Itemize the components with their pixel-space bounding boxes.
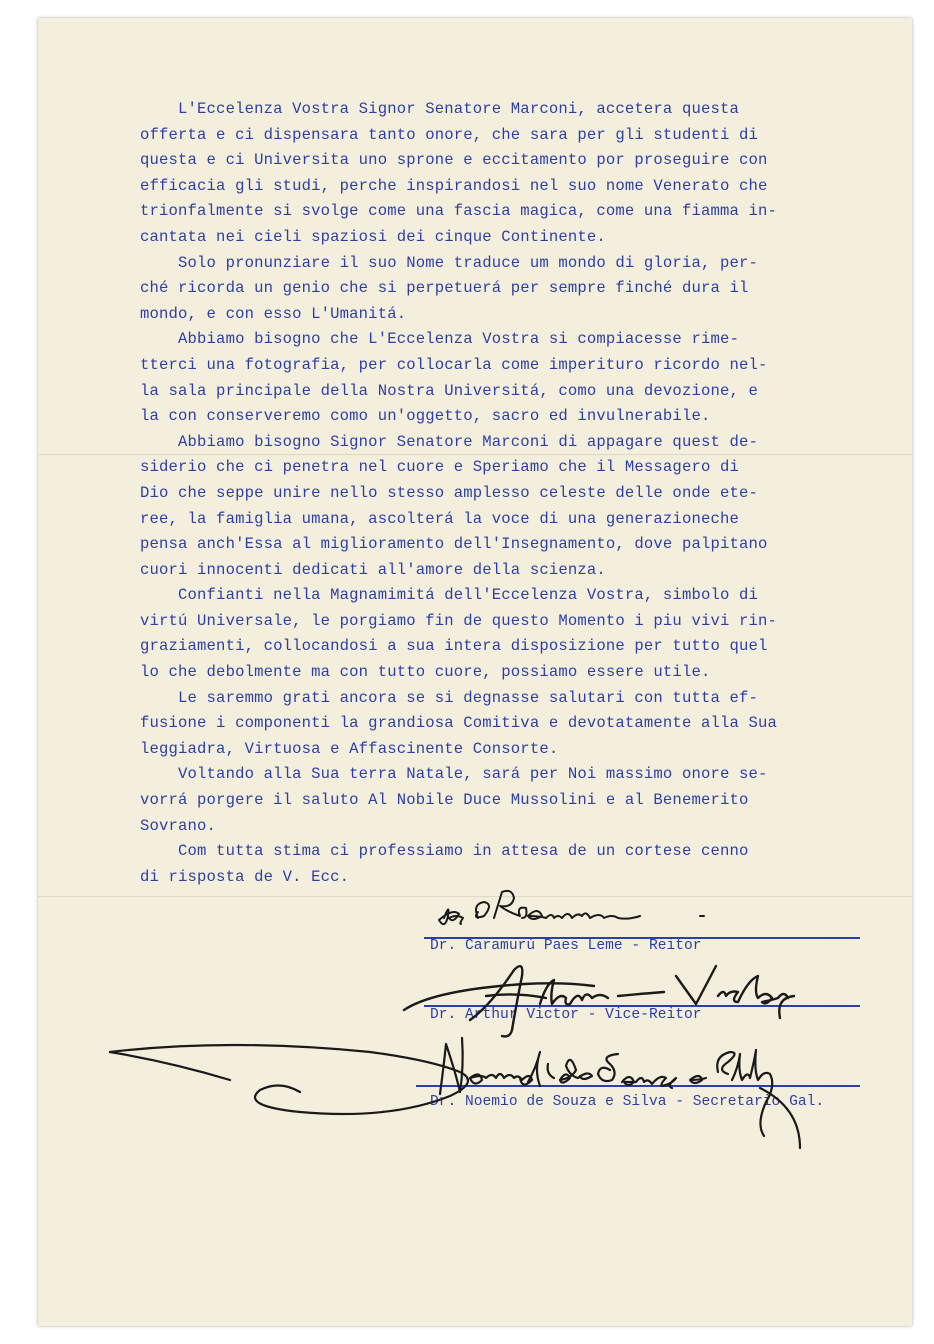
letter-line: Sovrano. [140, 816, 217, 835]
letter-line: Le saremmo grati ancora se si degnasse salutari con tutta ef- [140, 688, 759, 707]
vice-rector-name: Dr. Arthur Victor - Vice-Reitor [430, 1007, 702, 1023]
letter-line: Dio che seppe unire nello stesso amplesso celeste delle onde ete- [140, 483, 759, 502]
letter-line: ché ricorda un genio che si perpetuerá per sempre finché dura il [140, 279, 749, 298]
letter-line: offerta e ci dispensara tanto onore, che sara per gli studenti di [140, 125, 759, 144]
letter-line: Com tutta stima ci professiamo in attesa de un cortese cenno [140, 842, 749, 861]
letter-line: fusione i componenti la grandiosa Comitiva e devotatamente alla Sua [140, 714, 778, 733]
secretary-name: Dr. Noemio de Souza e Silva - Secretario Gal. [430, 1094, 825, 1110]
letter-line: la con conserveremo como un'oggetto, sacro ed invulnerabile. [140, 407, 711, 426]
letter-line: Confianti nella Magnamimitá dell'Eccelenza Vostra, simbolo di [140, 586, 759, 605]
letter-line: siderio che ci penetra nel cuore e Speriamo che il Messagero di [140, 458, 739, 477]
letter-line: trionfalmente si svolge come una fascia magica, come una fiamma in- [140, 202, 778, 221]
letter-line: leggiadra, Virtuosa e Affascinente Consorte. [140, 739, 559, 758]
letter-line: questa e ci Universita uno sprone e eccitamento por proseguire con [140, 151, 768, 170]
letter-line: di risposta de V. Ecc. [140, 867, 350, 886]
letter-line: la sala principale della Nostra Universitá, como una devozione, e [140, 381, 759, 400]
letter-line: cantata nei cieli spaziosi dei cinque Continente. [140, 227, 606, 246]
letter-line: graziamenti, collocandosi a sua intera disposizione per tutto quel [140, 637, 768, 656]
rector-signature [439, 891, 704, 924]
letter-line: ree, la famiglia umana, ascolterá la voce di una generazioneche [140, 509, 739, 528]
letter-line: cuori innocenti dedicati all'amore della scienza. [140, 560, 606, 579]
letter-line: lo che debolmente ma con tutto cuore, possiamo essere utile. [140, 663, 711, 682]
letter-line: L'Eccelenza Vostra Signor Senatore Marconi, accetera questa [140, 100, 739, 118]
rector-name: Dr. Caramurú Paes Leme - Reitor [430, 938, 702, 954]
letter-line: Abbiamo bisogno che L'Eccelenza Vostra si compiacesse rime- [140, 330, 739, 349]
letter-line: Abbiamo bisogno Signor Senatore Marconi di appagare quest de- [140, 432, 759, 451]
letter-line: mondo, e con esso L'Umanitá. [140, 304, 407, 323]
letter-line: vorrá porgere il saluto Al Nobile Duce Mussolini e al Benemerito [140, 791, 749, 810]
letter-line: pensa anch'Essa al miglioramento dell'Insegnamento, dove palpitano [140, 535, 768, 554]
letter-line: Solo pronunziare il suo Nome traduce um mondo di gloria, per- [140, 253, 759, 272]
letter-line: efficacia gli studi, perche inspirandosi nel suo nome Venerato che [140, 176, 768, 195]
secretary-signature [110, 1038, 800, 1148]
letter-line: tterci una fotografia, per collocarla come imperituro ricordo nel- [140, 355, 768, 374]
letter-line: Voltando alla Sua terra Natale, sará per Noi massimo onore se- [140, 765, 768, 784]
vice-rector-signature [404, 966, 794, 1036]
letter-line: virtú Universale, le porgiamo fin de questo Momento i piu vivi rin- [140, 611, 778, 630]
